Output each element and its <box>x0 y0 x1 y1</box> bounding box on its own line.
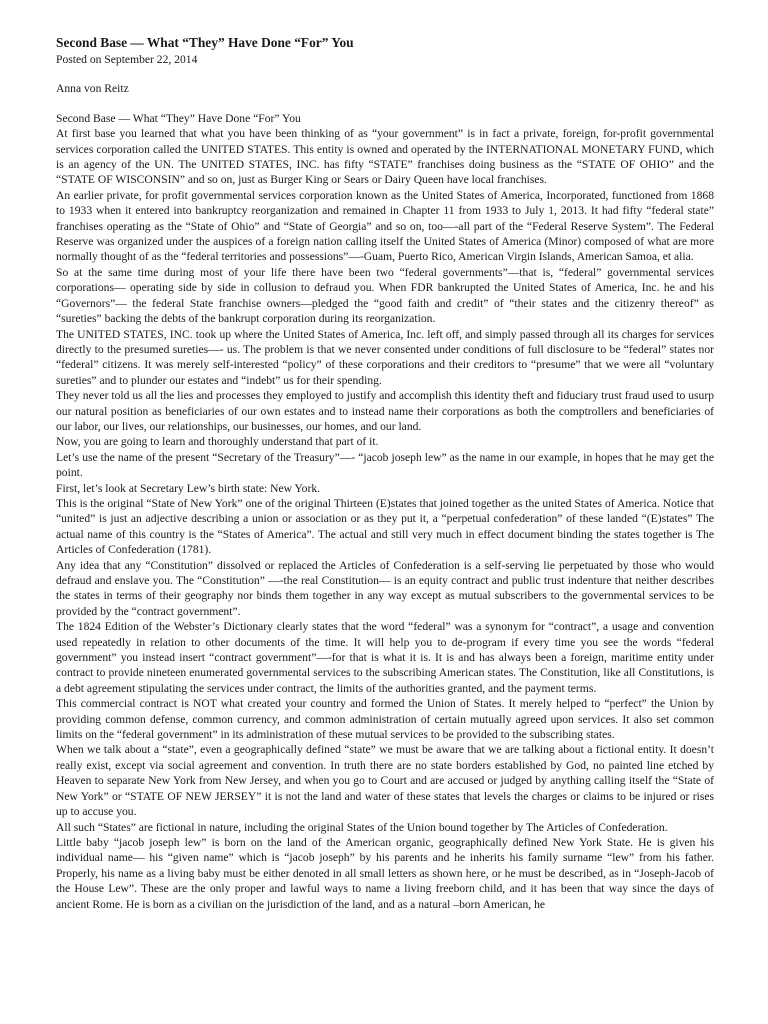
paragraph: Now, you are going to learn and thoroughly understand that part of it. <box>56 435 379 449</box>
author-name: Anna von Reitz <box>56 82 129 96</box>
paragraph: Second Base — What “They” Have Done “For” You <box>56 111 301 125</box>
posted-date: Posted on September 22, 2014 <box>56 53 198 66</box>
paragraph: An earlier private, for profit governmental services corporation known as the United States of America, Incorporated, functioned from 1868 to 1933 when it entered into bankruptcy reorganization and remained in Chapter 11 from 1933 to July 1, 2013. It had fifty “federal state” franchises operating as the “State of Ohio” and “State of Georgia” and so on, too—-all part of the “Federal Reserve System”. The Federal Reserve was organized under the auspices of a foreign nation calling itself the United States of America (Minor) composed of what are more normally thought of as the “federal territories and possessions”—-Guam, Puerto Rico, American Virgin Islands, American Samoa, et alia. <box>56 188 714 264</box>
paragraph: First, let’s look at Secretary Lew’s birth state: New York. <box>56 481 321 495</box>
paragraph: At first base you learned that what you have been thinking of as “your government” is in fact a private, foreign, for-profit governmental services corporation called the UNITED STATES. This entity is owned and operated by the INTERNATIONAL MONETARY FUND, which is an agency of the UN. The UNITED STATES, INC. has fifty “STATE” franchises doing business as the “STATE OF OHIO” and the “STATE OF WISCONSIN” and so on, just as Burger King or Sears or Dairy Queen have local franchises. <box>56 127 714 187</box>
document-page <box>56 34 714 1024</box>
paragraph: All such “States” are fictional in nature, including the original States of the Union bound together by The Articles of Confederation. <box>56 820 668 834</box>
paragraph: So at the same time during most of your life there have been two “federal governments”—that is, “federal” governmental services corporations— operating side by side in collusion to defraud you. When FDR bankrupted the United States of America, Inc. he and his “Governors”— the federal State franchise owners—pledged the “good faith and credit” of “their states and the citizenry thereof” as “sureties” backing the debts of the bankrupt corporation during its reorganization. <box>56 265 714 326</box>
paragraph: Little baby “jacob joseph lew” is born on the land of the American organic, geographically defined New York State. He is given his individual name— his “given name” which is “jacob joseph” by his parents and he inherits his family surname “lew” from his father. Properly, his name as a living baby must be either denoted in all small letters as shown here, or he must be described, as in “Joseph-Jacob of the House Lew”. These are the only proper and lawful ways to name a living freeborn child, and it has been that way since the days of ancient Rome. He is born as a civilian on the jurisdiction of the land, and as a natural –born American, he <box>56 835 714 911</box>
paragraph: The UNITED STATES, INC. took up where the United States of America, Inc. left off, and simply passed through all its charges for services directly to the presumed sureties—- us. The problem is that we never consented under conditions of full disclosure to be “federal” states nor “federal” citizens. It was merely self-interested “policy” of these corporations and their creditors to “presume” that we were all “voluntary sureties” and to plunder our estates and “indebt” us for their spending. <box>56 327 714 387</box>
paragraph: This commercial contract is NOT what created your country and formed the Union of States. It merely helped to “perfect” the Union by providing common defense, common currency, and common administration of certain mutually agreed upon services. It also set common limits on the “federal government” in its administration of these mutual services to be provided to the subscribing states. <box>56 697 714 742</box>
paragraph: This is the original “State of New York” one of the original Thirteen (E)states that joined together as the united States of America. Notice that “united” is just an adjective describing a union or association or as they put it, a “perpetual confederation” of these landed “(E)states” The actual name of this country is the “States of America”. The actual and still very much in effect document binding the states together is The Articles of Confederation (1781). <box>56 496 714 557</box>
paragraph: They never told us all the lies and processes they employed to justify and accomplish this identity theft and fiduciary trust fraud used to usurp our natural position as beneficiaries of our own estates and to instead name their corporations as both the comptrollers and beneficiaries of our labor, our lives, our relationships, our businesses, our homes, and our land. <box>56 389 714 433</box>
paragraph: The 1824 Edition of the Webster’s Dictionary clearly states that the word “federal” was a synonym for “contract”, a usage and convention used repeatedly in relation to other documents of the time. It will help you to de-program if every time you see the words “federal government” you instead insert “contract government”—-for that is what it is. It is and has always been a foreign, maritime entity under contract to provide nineteen enumerated governmental services to the subscribing American states. The Constitution, like all Constitutions, is a debt agreement stipulating the services under contract, the limits of the authorities granted, and the payment terms. <box>56 620 714 695</box>
paragraph: Any idea that any “Constitution” dissolved or replaced the Articles of Confederation is a self-serving lie perpetuated by those who would defraud and enslave you. The “Constitution” —-the real Constitution— is an equity contract and public trust indenture that neither describes the states in terms of their geography nor binds them together in any way except as mutual subscribers to the governmental services to be provided by the “contract government”. <box>56 558 714 618</box>
paragraph: When we talk about a “state”, even a geographically defined “state” we must be aware that we are talking about a fictional entity. It doesn’t really exist, except via social agreement and convention. In truth there are no state borders established by God, no painted line etched by Heaven to separate New York from New Jersey, and when you go to Court and are accused or judged by anything calling itself the “State of New York” or “STATE OF NEW JERSEY” it is not the land and water of these states that levels the charges or claims to be injured or rises up to accuse you. <box>56 743 714 819</box>
paragraph: Let’s use the name of the present “Secretary of the Treasury”—- “jacob joseph lew” as the name in our example, in hopes that he may get the point. <box>56 450 714 480</box>
article-body <box>56 111 714 912</box>
document-title: Second Base — What “They” Have Done “For” You <box>56 35 354 50</box>
